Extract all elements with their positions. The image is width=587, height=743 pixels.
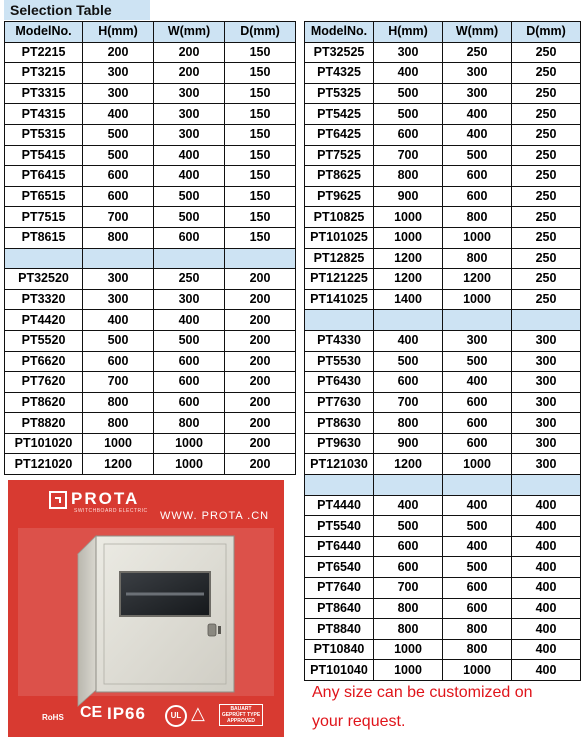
- height-cell: 700: [374, 392, 443, 413]
- table-row: [5, 351, 296, 372]
- width-cell: 500: [443, 557, 512, 578]
- height-cell: 1200: [374, 269, 443, 290]
- model-cell: PT6515: [5, 186, 83, 207]
- model-cell: PT121020: [5, 454, 83, 475]
- model-cell: PT5325: [305, 83, 374, 104]
- table-row: [305, 557, 581, 578]
- table-row: [305, 207, 581, 228]
- right-selection-table: [304, 21, 581, 681]
- depth-cell: 300: [512, 433, 581, 454]
- model-cell: PT6430: [305, 372, 374, 393]
- depth-cell: 400: [512, 639, 581, 660]
- table-row: [305, 124, 581, 145]
- model-cell: PT4420: [5, 310, 83, 331]
- table-row: [305, 660, 581, 681]
- width-cell: 600: [443, 578, 512, 599]
- model-cell: PT5540: [305, 516, 374, 537]
- width-cell: 800: [154, 413, 225, 434]
- header-depth: D(mm): [512, 22, 581, 43]
- table-row: [305, 145, 581, 166]
- table-row: [305, 269, 581, 290]
- width-cell: 200: [154, 42, 225, 63]
- depth-cell: 250: [512, 63, 581, 84]
- model-cell: PT3320: [5, 289, 83, 310]
- table-row: [5, 63, 296, 84]
- table-row: [305, 104, 581, 125]
- height-cell: 600: [374, 536, 443, 557]
- table-row: [5, 330, 296, 351]
- height-cell: 200: [83, 42, 154, 63]
- separator-cell: [512, 310, 581, 331]
- width-cell: 400: [443, 104, 512, 125]
- width-cell: 400: [443, 536, 512, 557]
- table-row: [5, 372, 296, 393]
- header-width: W(mm): [154, 22, 225, 43]
- depth-cell: 250: [512, 207, 581, 228]
- height-cell: 600: [374, 124, 443, 145]
- width-cell: 800: [443, 207, 512, 228]
- height-cell: 500: [374, 516, 443, 537]
- depth-cell: 300: [512, 392, 581, 413]
- model-cell: PT32520: [5, 269, 83, 290]
- height-cell: 700: [374, 145, 443, 166]
- left-selection-table: [4, 21, 296, 475]
- depth-cell: 400: [512, 660, 581, 681]
- width-cell: 800: [443, 619, 512, 640]
- depth-cell: 200: [225, 392, 296, 413]
- height-cell: 600: [83, 166, 154, 187]
- height-cell: 400: [83, 104, 154, 125]
- height-cell: 600: [374, 557, 443, 578]
- width-cell: 1000: [443, 660, 512, 681]
- height-cell: 1000: [83, 433, 154, 454]
- table-row: [5, 227, 296, 248]
- width-cell: 400: [154, 310, 225, 331]
- table-row: [305, 454, 581, 475]
- depth-cell: 150: [225, 42, 296, 63]
- depth-cell: 150: [225, 207, 296, 228]
- table-row: [5, 186, 296, 207]
- width-cell: 500: [154, 186, 225, 207]
- model-cell: PT3315: [5, 83, 83, 104]
- height-cell: 600: [374, 372, 443, 393]
- table-header-row: [305, 22, 581, 43]
- depth-cell: 150: [225, 124, 296, 145]
- height-cell: 500: [374, 104, 443, 125]
- depth-cell: 400: [512, 495, 581, 516]
- depth-cell: 250: [512, 104, 581, 125]
- depth-cell: 300: [512, 413, 581, 434]
- depth-cell: 150: [225, 83, 296, 104]
- depth-cell: 400: [512, 536, 581, 557]
- height-cell: 600: [83, 351, 154, 372]
- width-cell: 400: [443, 372, 512, 393]
- width-cell: 1000: [154, 433, 225, 454]
- width-cell: 600: [443, 166, 512, 187]
- height-cell: 1200: [83, 454, 154, 475]
- rohs-icon: RoHS: [42, 713, 64, 722]
- table-row: [305, 83, 581, 104]
- table-row: [305, 227, 581, 248]
- model-cell: PT8620: [5, 392, 83, 413]
- separator-cell: [374, 310, 443, 331]
- brand-tagline: SWITCHBOARD ELECTRIC: [74, 508, 148, 514]
- width-cell: 200: [154, 63, 225, 84]
- width-cell: 400: [154, 145, 225, 166]
- custom-size-note-line-1: Any size can be customized on: [312, 684, 533, 701]
- width-cell: 1000: [443, 454, 512, 475]
- width-cell: 400: [443, 495, 512, 516]
- model-cell: PT7630: [305, 392, 374, 413]
- depth-cell: 400: [512, 516, 581, 537]
- model-cell: PT4440: [305, 495, 374, 516]
- height-cell: 900: [374, 433, 443, 454]
- header-height: H(mm): [83, 22, 154, 43]
- table-row: [305, 639, 581, 660]
- width-cell: 300: [154, 289, 225, 310]
- height-cell: 400: [374, 495, 443, 516]
- depth-cell: 200: [225, 330, 296, 351]
- ip66-rating: IP66: [107, 704, 146, 723]
- width-cell: 800: [443, 248, 512, 269]
- width-cell: 300: [154, 124, 225, 145]
- depth-cell: 150: [225, 145, 296, 166]
- model-cell: PT101040: [305, 660, 374, 681]
- table-row: [305, 248, 581, 269]
- width-cell: 600: [443, 186, 512, 207]
- table-header-row: [5, 22, 296, 43]
- height-cell: 700: [83, 207, 154, 228]
- table-row: [305, 433, 581, 454]
- height-cell: 900: [374, 186, 443, 207]
- height-cell: 1400: [374, 289, 443, 310]
- table-row: [5, 269, 296, 290]
- model-cell: PT5425: [305, 104, 374, 125]
- table-row: [305, 372, 581, 393]
- depth-cell: 250: [512, 42, 581, 63]
- model-cell: PT5530: [305, 351, 374, 372]
- header-model: ModelNo.: [5, 22, 83, 43]
- separator-row: [305, 310, 581, 331]
- table-row: [305, 166, 581, 187]
- width-cell: 300: [154, 83, 225, 104]
- separator-cell: [225, 248, 296, 269]
- width-cell: 500: [154, 330, 225, 351]
- table-row: [305, 516, 581, 537]
- table-row: [5, 166, 296, 187]
- height-cell: 800: [83, 392, 154, 413]
- model-cell: PT7620: [5, 372, 83, 393]
- width-cell: 500: [154, 207, 225, 228]
- depth-cell: 250: [512, 248, 581, 269]
- separator-cell: [512, 475, 581, 496]
- height-cell: 500: [374, 83, 443, 104]
- separator-cell: [154, 248, 225, 269]
- height-cell: 800: [83, 227, 154, 248]
- header-height: H(mm): [374, 22, 443, 43]
- table-row: [5, 289, 296, 310]
- table-row: [5, 454, 296, 475]
- table-row: [5, 433, 296, 454]
- width-cell: 500: [443, 516, 512, 537]
- product-image: [8, 480, 284, 737]
- height-cell: 800: [83, 413, 154, 434]
- height-cell: 600: [83, 186, 154, 207]
- model-cell: PT121030: [305, 454, 374, 475]
- model-cell: PT3215: [5, 63, 83, 84]
- separator-cell: [443, 310, 512, 331]
- width-cell: 500: [443, 145, 512, 166]
- model-cell: PT101025: [305, 227, 374, 248]
- model-cell: PT9625: [305, 186, 374, 207]
- depth-cell: 150: [225, 63, 296, 84]
- table-row: [5, 207, 296, 228]
- height-cell: 800: [374, 619, 443, 640]
- website-text: WWW. PROTA .CN: [160, 510, 270, 522]
- table-row: [305, 619, 581, 640]
- model-cell: PT32525: [305, 42, 374, 63]
- model-cell: PT6425: [305, 124, 374, 145]
- model-cell: PT9630: [305, 433, 374, 454]
- depth-cell: 150: [225, 104, 296, 125]
- model-cell: PT8820: [5, 413, 83, 434]
- width-cell: 250: [154, 269, 225, 290]
- custom-size-note-line-2: your request.: [312, 713, 406, 730]
- separator-cell: [305, 310, 374, 331]
- height-cell: 1200: [374, 454, 443, 475]
- tri-mark-icon: △: [191, 703, 205, 723]
- depth-cell: 250: [512, 227, 581, 248]
- width-cell: 600: [443, 392, 512, 413]
- table-row: [305, 598, 581, 619]
- width-cell: 600: [154, 392, 225, 413]
- depth-cell: 400: [512, 578, 581, 599]
- model-cell: PT8625: [305, 166, 374, 187]
- width-cell: 1000: [443, 227, 512, 248]
- height-cell: 1000: [374, 660, 443, 681]
- table-row: [5, 124, 296, 145]
- width-cell: 500: [443, 351, 512, 372]
- model-cell: PT6540: [305, 557, 374, 578]
- model-cell: PT7525: [305, 145, 374, 166]
- depth-cell: 150: [225, 186, 296, 207]
- model-cell: PT6440: [305, 536, 374, 557]
- depth-cell: 200: [225, 433, 296, 454]
- table-row: [5, 42, 296, 63]
- table-row: [305, 536, 581, 557]
- height-cell: 400: [374, 63, 443, 84]
- model-cell: PT8840: [305, 619, 374, 640]
- depth-cell: 250: [512, 186, 581, 207]
- width-cell: 300: [154, 104, 225, 125]
- height-cell: 500: [83, 124, 154, 145]
- width-cell: 600: [443, 413, 512, 434]
- width-cell: 600: [154, 351, 225, 372]
- depth-cell: 200: [225, 372, 296, 393]
- table-row: [305, 186, 581, 207]
- width-cell: 250: [443, 42, 512, 63]
- table-row: [305, 495, 581, 516]
- height-cell: 300: [83, 289, 154, 310]
- model-cell: PT10840: [305, 639, 374, 660]
- height-cell: 300: [83, 83, 154, 104]
- table-row: [305, 413, 581, 434]
- model-cell: PT8630: [305, 413, 374, 434]
- width-cell: 300: [443, 63, 512, 84]
- depth-cell: 300: [512, 330, 581, 351]
- depth-cell: 300: [512, 454, 581, 475]
- model-cell: PT12825: [305, 248, 374, 269]
- separator-cell: [374, 475, 443, 496]
- table-row: [5, 413, 296, 434]
- table-row: [305, 42, 581, 63]
- height-cell: 1000: [374, 227, 443, 248]
- separator-row: [305, 475, 581, 496]
- model-cell: PT8640: [305, 598, 374, 619]
- model-cell: PT5315: [5, 124, 83, 145]
- ul-mark-icon: UL: [165, 705, 187, 727]
- depth-cell: 400: [512, 557, 581, 578]
- model-cell: PT8615: [5, 227, 83, 248]
- width-cell: 600: [443, 598, 512, 619]
- model-cell: PT6415: [5, 166, 83, 187]
- depth-cell: 200: [225, 413, 296, 434]
- bauart-mark-icon: BAUART GEPRÜFT TYPE APPROVED: [219, 704, 263, 726]
- width-cell: 400: [154, 166, 225, 187]
- height-cell: 800: [374, 413, 443, 434]
- model-cell: PT101020: [5, 433, 83, 454]
- table-row: [305, 330, 581, 351]
- table-row: [5, 83, 296, 104]
- depth-cell: 250: [512, 166, 581, 187]
- width-cell: 600: [443, 433, 512, 454]
- height-cell: 500: [83, 145, 154, 166]
- model-cell: PT121225: [305, 269, 374, 290]
- table-row: [305, 63, 581, 84]
- separator-cell: [305, 475, 374, 496]
- depth-cell: 200: [225, 269, 296, 290]
- depth-cell: 150: [225, 166, 296, 187]
- certification-strip: [8, 698, 284, 732]
- separator-row: [5, 248, 296, 269]
- width-cell: 1000: [443, 289, 512, 310]
- model-cell: PT6620: [5, 351, 83, 372]
- depth-cell: 150: [225, 227, 296, 248]
- height-cell: 300: [83, 63, 154, 84]
- separator-cell: [5, 248, 83, 269]
- model-cell: PT7515: [5, 207, 83, 228]
- height-cell: 300: [374, 42, 443, 63]
- separator-cell: [443, 475, 512, 496]
- model-cell: PT7640: [305, 578, 374, 599]
- height-cell: 800: [374, 166, 443, 187]
- model-cell: PT5520: [5, 330, 83, 351]
- table-row: [5, 392, 296, 413]
- depth-cell: 300: [512, 351, 581, 372]
- height-cell: 300: [83, 269, 154, 290]
- height-cell: 700: [374, 578, 443, 599]
- model-cell: PT5415: [5, 145, 83, 166]
- height-cell: 1000: [374, 639, 443, 660]
- model-cell: PT4315: [5, 104, 83, 125]
- model-cell: PT141025: [305, 289, 374, 310]
- brand-name: PROTA: [71, 489, 140, 508]
- height-cell: 1200: [374, 248, 443, 269]
- separator-cell: [83, 248, 154, 269]
- width-cell: 600: [154, 372, 225, 393]
- height-cell: 700: [83, 372, 154, 393]
- height-cell: 500: [374, 351, 443, 372]
- ce-mark-icon: CE: [80, 704, 103, 721]
- height-cell: 500: [83, 330, 154, 351]
- header-width: W(mm): [443, 22, 512, 43]
- width-cell: 1200: [443, 269, 512, 290]
- width-cell: 600: [154, 227, 225, 248]
- height-cell: 400: [374, 330, 443, 351]
- height-cell: 800: [374, 598, 443, 619]
- width-cell: 300: [443, 83, 512, 104]
- depth-cell: 250: [512, 124, 581, 145]
- model-cell: PT10825: [305, 207, 374, 228]
- table-row: [305, 578, 581, 599]
- depth-cell: 250: [512, 269, 581, 290]
- width-cell: 400: [443, 124, 512, 145]
- depth-cell: 200: [225, 454, 296, 475]
- header-model: ModelNo.: [305, 22, 374, 43]
- table-row: [5, 104, 296, 125]
- table-row: [5, 310, 296, 331]
- model-cell: PT2215: [5, 42, 83, 63]
- depth-cell: 250: [512, 289, 581, 310]
- selection-table-title: Selection Table: [4, 0, 150, 20]
- height-cell: 1000: [374, 207, 443, 228]
- depth-cell: 400: [512, 619, 581, 640]
- table-row: [305, 392, 581, 413]
- depth-cell: 400: [512, 598, 581, 619]
- depth-cell: 250: [512, 83, 581, 104]
- table-row: [305, 351, 581, 372]
- height-cell: 400: [83, 310, 154, 331]
- depth-cell: 300: [512, 372, 581, 393]
- header-depth: D(mm): [225, 22, 296, 43]
- width-cell: 300: [443, 330, 512, 351]
- depth-cell: 250: [512, 145, 581, 166]
- depth-cell: 200: [225, 310, 296, 331]
- table-row: [5, 145, 296, 166]
- model-cell: PT4330: [305, 330, 374, 351]
- width-cell: 1000: [154, 454, 225, 475]
- depth-cell: 200: [225, 289, 296, 310]
- width-cell: 800: [443, 639, 512, 660]
- table-row: [305, 289, 581, 310]
- model-cell: PT4325: [305, 63, 374, 84]
- depth-cell: 200: [225, 351, 296, 372]
- prota-logo-icon: [49, 491, 67, 509]
